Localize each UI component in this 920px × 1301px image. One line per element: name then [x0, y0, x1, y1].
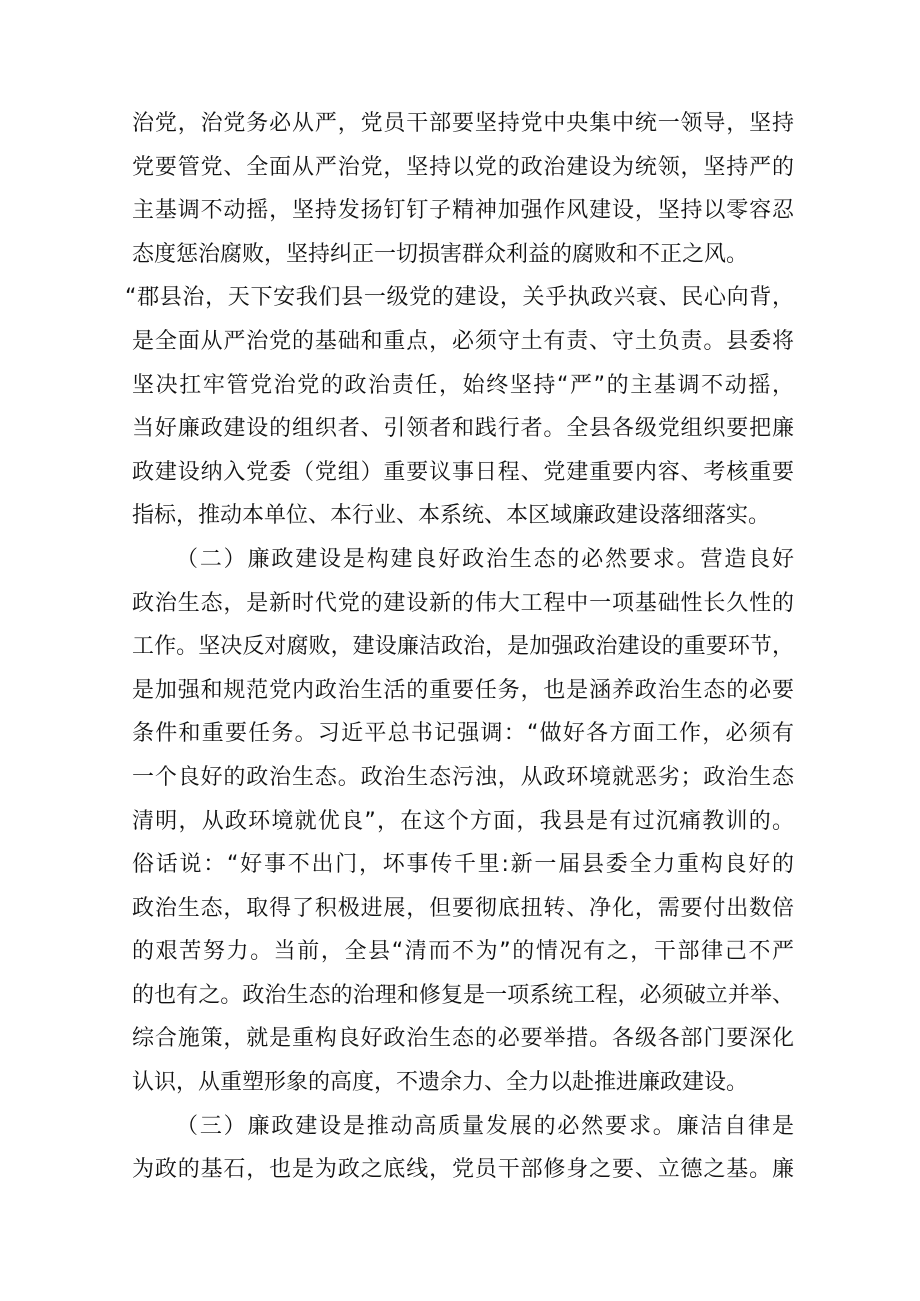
- text-line: 一个良好的政治生态。政治生态污浊，从政环境就恶劣；政治生态: [132, 764, 794, 790]
- text-line: 主基调不动摇，坚持发扬钉钉子精神加强作风建设，坚持以零容忍: [132, 198, 794, 224]
- text-line: 认识，从重塑形象的高度，不遗余力、全力以赴推进廉政建设。: [132, 1070, 749, 1096]
- text-line: 指标，推动本单位、本行业、本系统、本区域廉政建设落细落实。: [132, 503, 771, 529]
- section-heading-line: （二）廉政建设是构建良好政治生态的必然要求。营造良好: [176, 546, 794, 572]
- text-line: 的也有之。政治生态的治理和修复是一项系统工程，必须破立并举、: [132, 982, 794, 1008]
- text-line: 政治生态，是新时代党的建设新的伟大工程中一项基础性长久性的: [132, 590, 794, 616]
- text-line: 政治生态，取得了积极进展，但要彻底扭转、净化，需要付出数倍: [132, 895, 794, 921]
- text-line: 综合施策，就是重构良好政治生态的必要举措。各级各部门要深化: [132, 1026, 794, 1052]
- section-heading-line: （三）廉政建设是推动高质量发展的必然要求。廉洁自律是: [176, 1113, 794, 1139]
- text-line: 治党，治党务必从严，党员干部要坚持党中央集中统一领导，坚持: [132, 111, 794, 136]
- text-line: 条件和重要任务。习近平总书记强调：“做好各方面工作，必须有: [132, 721, 794, 747]
- text-line: 工作。坚决反对腐败，建设廉洁政治，是加强政治建设的重要环节，: [132, 634, 794, 660]
- text-line: 当好廉政建设的组织者、引领者和践行者。全县各级党组织要把廉: [132, 416, 794, 442]
- text-line: “郡县治，天下安我们县一级党的建设，关乎执政兴衰、民心向背，: [125, 285, 794, 311]
- text-line: 态度惩治腐败，坚持纠正一切损害群众利益的腐败和不正之风。: [132, 241, 749, 267]
- text-line: 是加强和规范党内政治生活的重要任务，也是涵养政治生态的必要: [132, 677, 794, 703]
- text-line: 俗话说：“好事不出门，坏事传千里:新一届县委全力重构良好的: [132, 852, 794, 878]
- text-line: 是全面从严治党的基础和重点，必须守土有责、守土负责。县委将: [132, 328, 794, 354]
- text-line: 党要管党、全面从严治党，坚持以党的政治建设为统领，坚持严的: [132, 154, 794, 180]
- document-page: [125, 102, 794, 1192]
- text-line: 坚决扛牢管党治党的政治责任，始终坚持“严”的主基调不动摇，: [132, 372, 794, 398]
- text-line: 为政的基石，也是为政之底线，党员干部修身之要、立德之基。廉: [132, 1157, 794, 1183]
- text-line: 清明，从政环境就优良”，在这个方面，我县是有过沉痛教训的。: [132, 808, 794, 834]
- text-line: 的艰苦努力。当前，全县“清而不为”的情况有之，干部律己不严: [132, 939, 794, 965]
- text-line: 政建设纳入党委（党组）重要议事日程、党建重要内容、考核重要: [132, 459, 794, 485]
